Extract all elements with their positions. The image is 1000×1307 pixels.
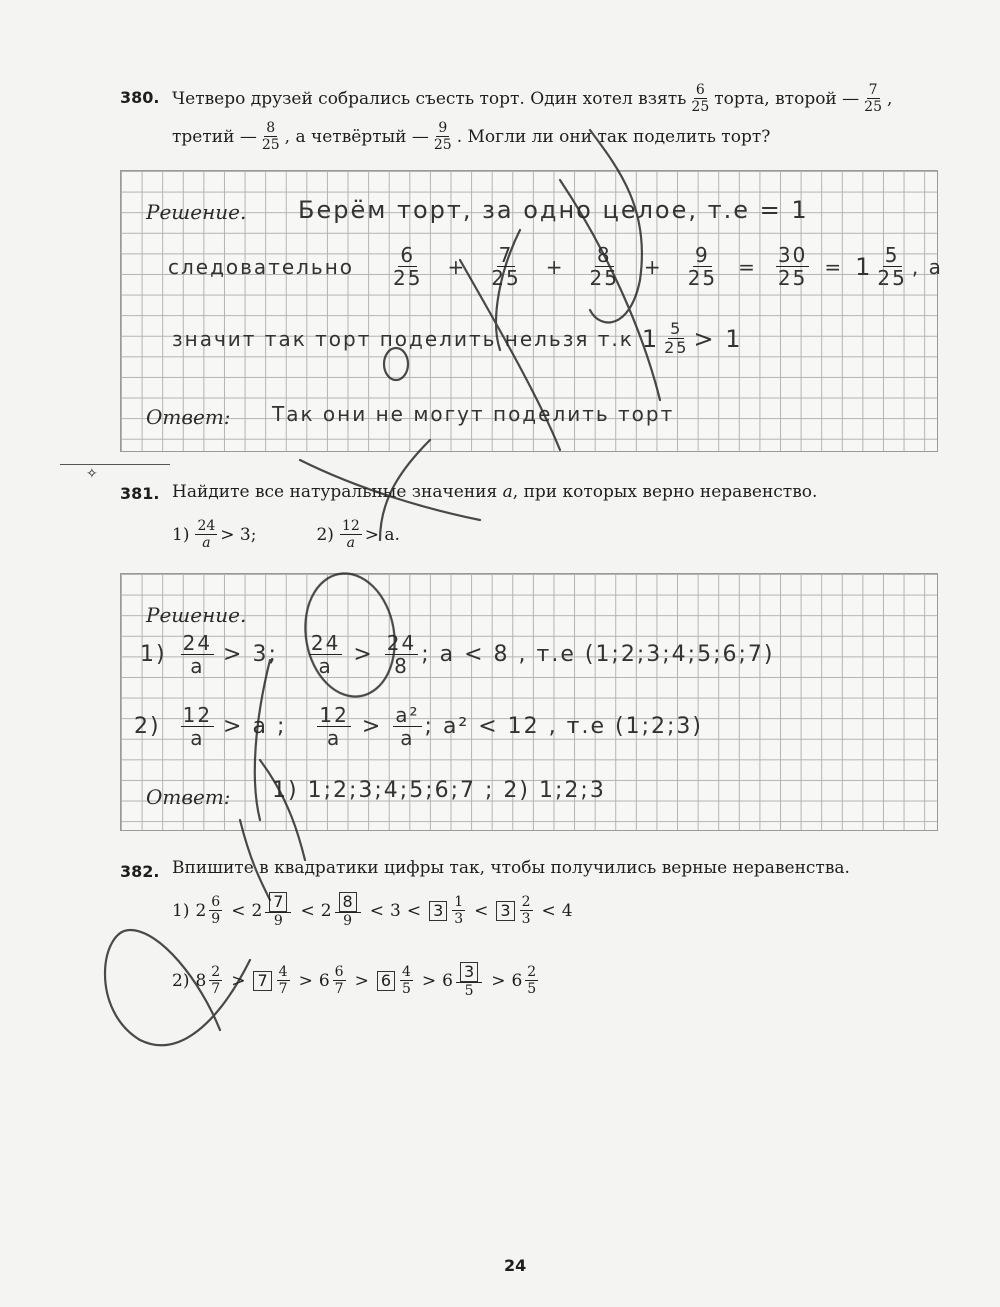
answer-box: 6 (377, 971, 395, 991)
fraction: $\frac{2}{7}$ (211, 964, 221, 997)
fraction: $\frac{6}{9}$ (211, 894, 221, 927)
inequality-sign: < (406, 900, 422, 921)
whole-part: 6 (511, 970, 523, 991)
problem-382-text: Впишите в квадратики цифры так, чтобы получились верные неравенства. (172, 858, 850, 878)
whole-part: 4 (561, 900, 573, 921)
problem-380-text-2: торта, второй — (714, 88, 860, 109)
fraction: $\frac{2}{3}$ (521, 894, 531, 927)
whole-part: 8 (195, 970, 207, 991)
fraction-9-25: $\frac{9}{25}$ (433, 120, 452, 153)
inequality-sign: > (298, 970, 313, 991)
scribble-stroke (240, 820, 270, 900)
fraction: $\frac{6}{7}$ (334, 964, 344, 997)
inequality-sign: > (231, 970, 246, 991)
row-prefix: 1) (172, 900, 190, 921)
handwritten-381-answer: 1) 1;2;3;4;5;6;7 ; 2) 1;2;3 (272, 778, 606, 803)
scribble-stroke (255, 660, 270, 820)
problem-number-382: 382. (120, 862, 160, 881)
whole-part: 6 (442, 970, 453, 991)
problem-380-text-5: . Могли ли они так поделить торт? (456, 126, 771, 147)
handwritten-380-line-2: следовательно $\frac{6}{25}$ + $\frac{7}{25}$ + $\frac{8}{25}$ + $\frac{9}{25}$ = $\frac{30}{25}$ = 1 $\frac{5}{25}$ , а (168, 243, 943, 290)
fraction: $\frac{1}{3}$ (454, 894, 464, 927)
handwritten-380-line-1: Берём торт, за одно целое, т.е = 1 (298, 196, 809, 224)
fraction-7-25: $\frac{7}{25}$ (864, 82, 882, 115)
problem-380-text-1: Четверо друзей собрались съесть торт. Один хотел взять (172, 88, 687, 109)
problem-380-text-3: третий — (172, 126, 257, 147)
fraction-6-25: $\frac{6}{25}$ (691, 82, 710, 115)
handwritten-380-line-3: значит так торт поделить нельзя т.к 1 $\frac{5}{25}$ > 1 (172, 319, 743, 357)
page-number: 24 (504, 1256, 527, 1275)
inequality-sign: > (491, 970, 506, 991)
answer-box: 7 (269, 892, 287, 912)
scribble-stroke (384, 348, 408, 380)
whole-part: 6 (318, 970, 330, 991)
fraction: $\frac{4}{5}$ (402, 964, 411, 997)
scribble-stroke (105, 930, 250, 1045)
scribble-stroke (260, 760, 305, 860)
whole-part: 3 (389, 900, 401, 921)
inequality-sign: < (300, 900, 315, 921)
handwritten-380-answer: Так они не могут поделить торт (272, 402, 675, 426)
inequality-sign: < (474, 900, 489, 921)
star-marker-icon: ✧ (86, 466, 98, 482)
fraction: $\frac{3}{5}$ (456, 962, 482, 999)
scribble-stroke (300, 460, 480, 520)
fraction-8-25: $\frac{8}{25}$ (261, 120, 280, 153)
whole-part: 2 (251, 900, 263, 921)
scribble-stroke (460, 260, 560, 450)
scribble-stroke (380, 440, 430, 540)
scribble-stroke (560, 180, 660, 400)
answer-label-380: Ответ: (146, 405, 231, 429)
solution-label-380: Решение. (146, 200, 247, 224)
answer-label-381: Ответ: (146, 785, 231, 809)
fraction: $\frac{8}{9}$ (335, 892, 361, 929)
answer-box: 3 (429, 901, 447, 921)
problem-381-line: Найдите все натуральные значения a, при которых верно неравенство. (172, 482, 818, 502)
whole-part: 2 (320, 900, 332, 921)
handwritten-381-line-2: 2) $\frac{12}{a}$ > a ; $\frac{12}{a}$ > $\frac{\text{a²}}{a}$ ; a² < 12 , т.е (1;2;3) (134, 703, 703, 750)
handwritten-381-line-1: 1) $\frac{24}{a}$ > 3; $\frac{24}{a}$ > $\frac{24}{8}$ ; a < 8 , т.е (1;2;3;4;5;6;7) (140, 631, 775, 678)
fraction: $\frac{7}{9}$ (265, 892, 291, 929)
answer-box: 3 (460, 962, 478, 982)
row-prefix: 2) (172, 970, 190, 991)
inequality-sign: < (231, 900, 246, 921)
scribble-stroke (296, 566, 404, 703)
inequality-sign: < (541, 900, 556, 921)
fraction: $\frac{4}{7}$ (278, 964, 288, 997)
inequality-sign: > (354, 970, 369, 991)
answer-box: 8 (339, 892, 357, 912)
answer-box: 3 (496, 901, 514, 921)
answer-box: 7 (253, 971, 271, 991)
problem-number-381: 381. (120, 484, 160, 503)
inequality-sign: > (421, 970, 437, 991)
inequality-sign: < (369, 900, 384, 921)
problem-380-line-1: Четверо друзей собрались съесть торт. Один хотел взять $\frac{6}{25}$ торта, второй — $\frac{7}{25}$ , (172, 82, 893, 115)
problem-380-text-4: , а четвёртый — (284, 126, 429, 147)
fraction: $\frac{2}{5}$ (527, 964, 537, 997)
whole-part: 2 (195, 900, 207, 921)
solution-label-381: Решение. (146, 603, 247, 627)
scribble-stroke (590, 130, 642, 322)
problem-number-380: 380. (120, 88, 160, 107)
problem-381-items: 1) $\frac{24}{a}$ > 3; 2) $\frac{12}{a}$ > a. (172, 518, 400, 551)
